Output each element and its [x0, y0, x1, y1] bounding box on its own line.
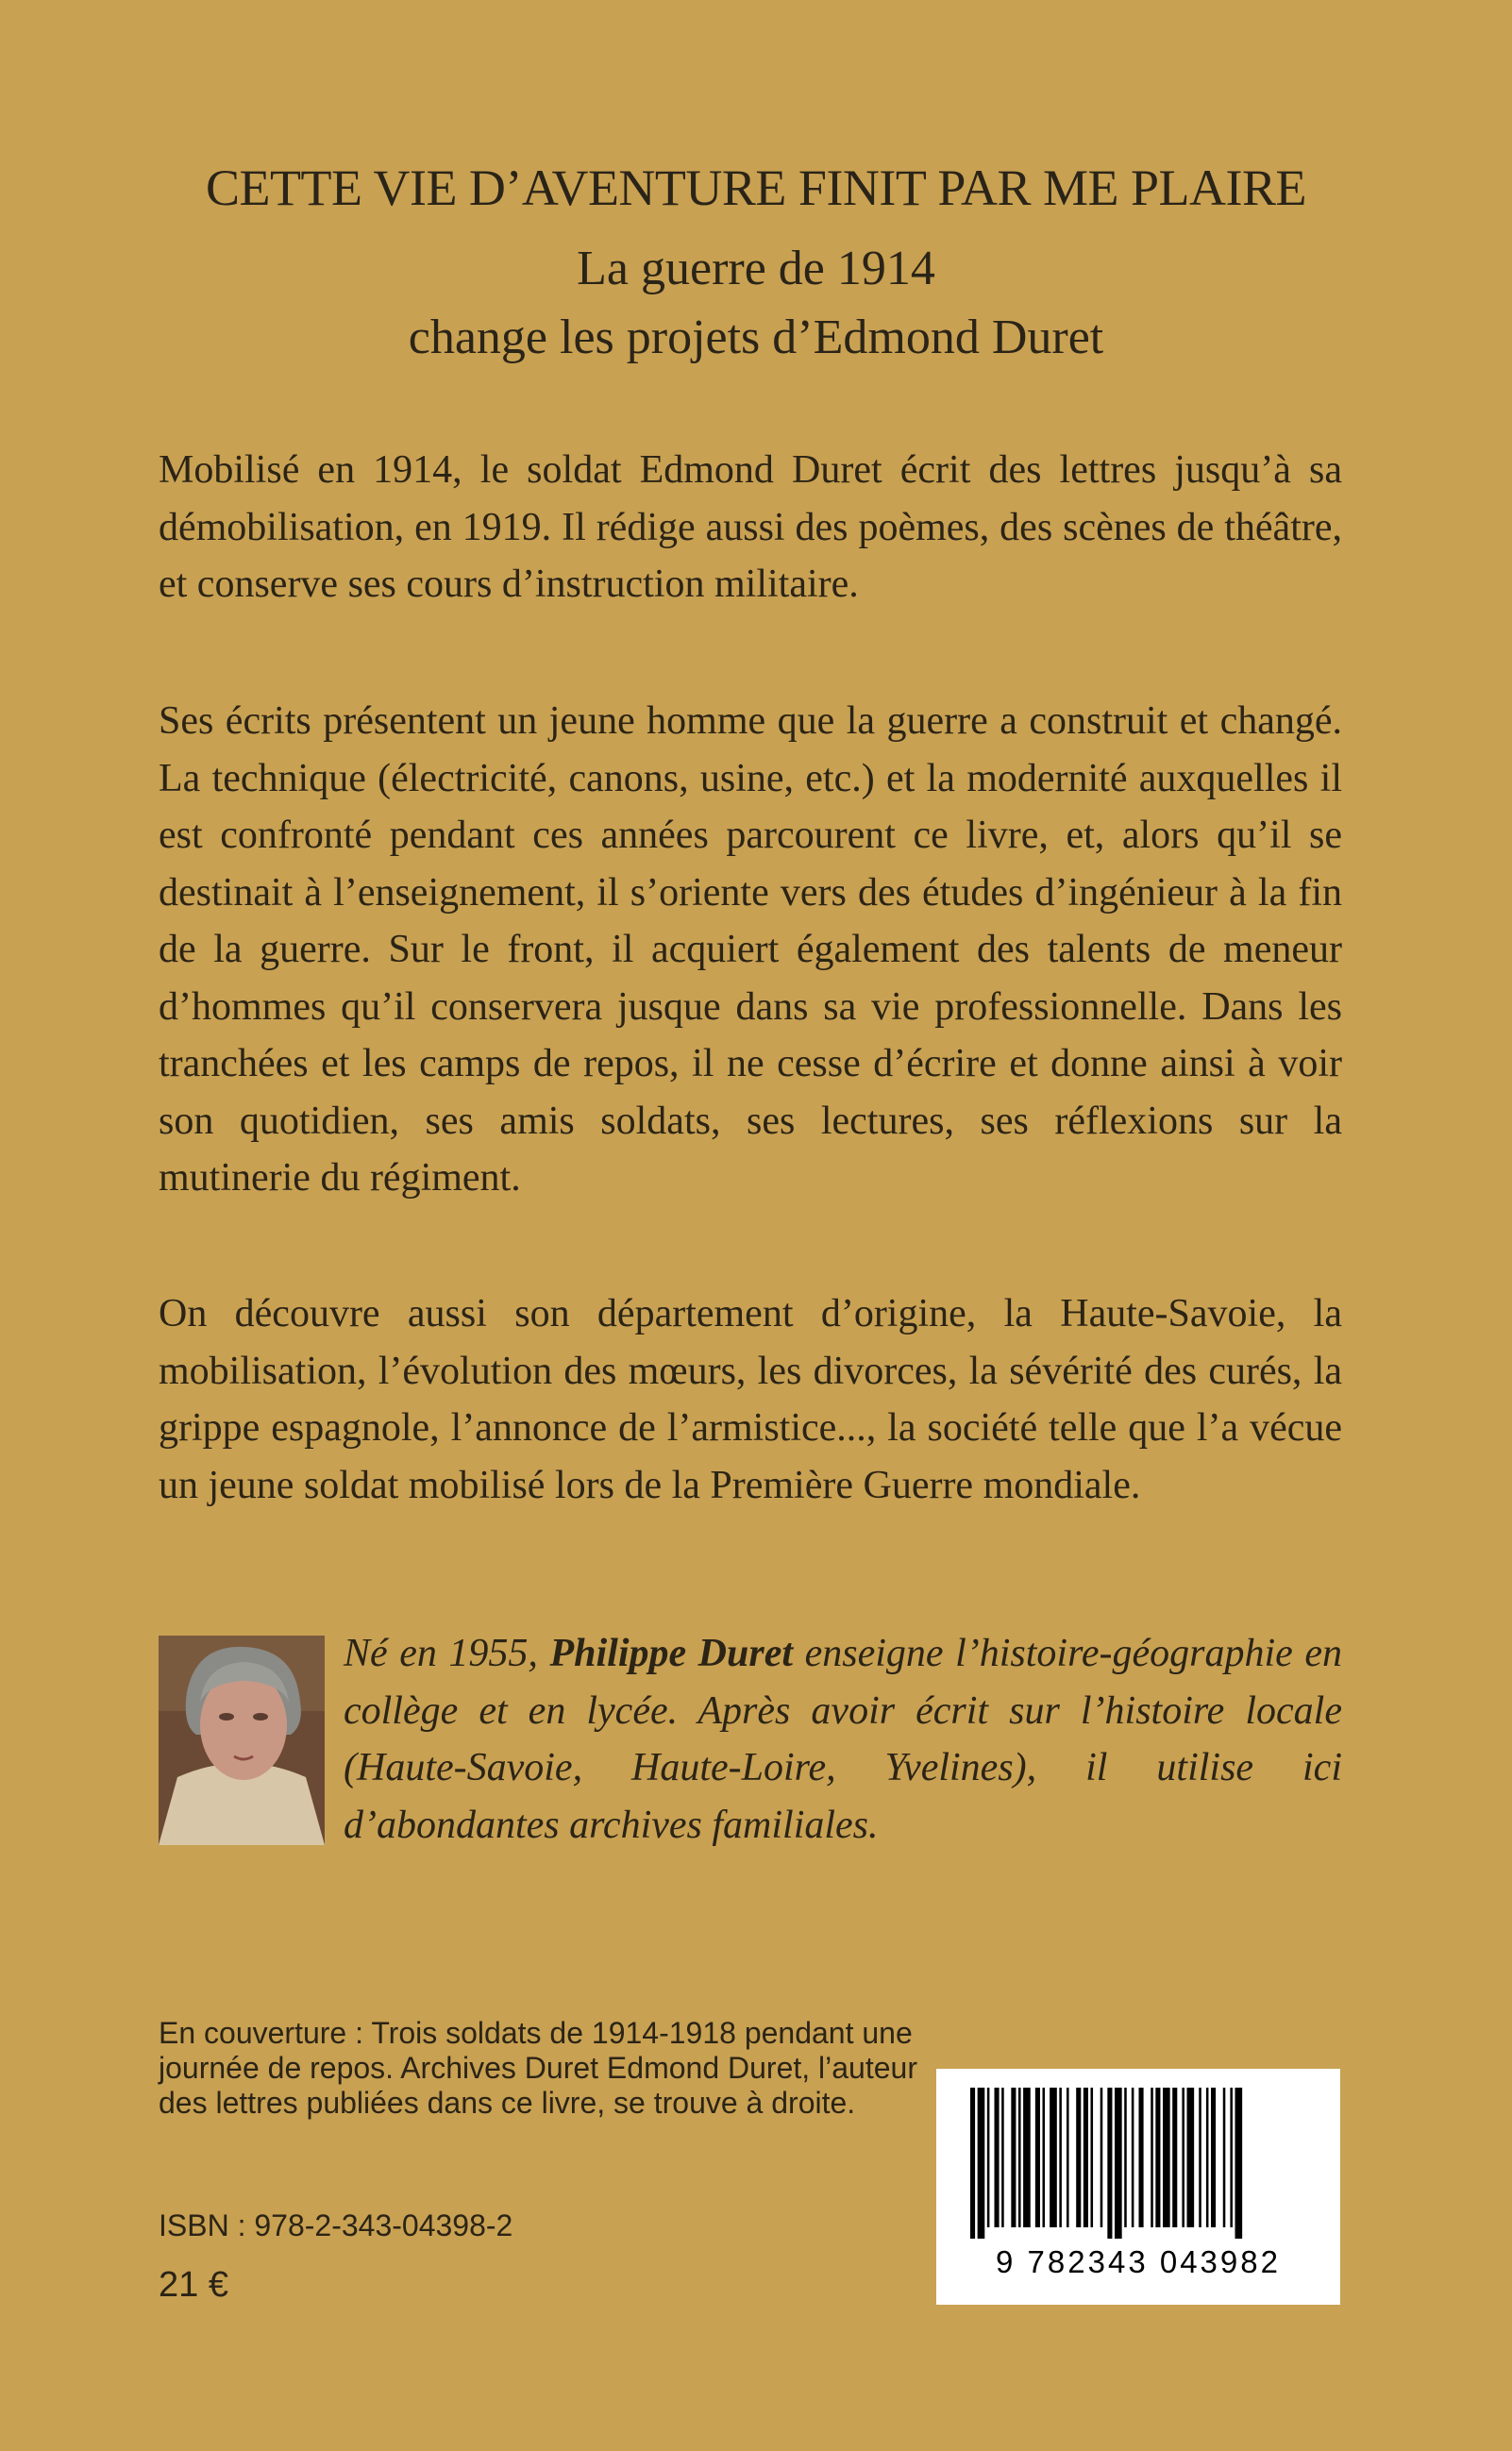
bio-prefix: Né en 1955, [344, 1632, 550, 1675]
barcode-bar [1023, 2088, 1031, 2227]
barcode-bar [1084, 2088, 1088, 2227]
subtitle-line-2: change les projets d’Edmond Duret [408, 311, 1104, 364]
barcode-bar [978, 2088, 985, 2239]
barcode-bar [1107, 2088, 1112, 2239]
barcode-bar [1206, 2088, 1209, 2227]
barcode-bar [1001, 2088, 1004, 2227]
barcode-bar [1172, 2088, 1177, 2227]
barcode-number: 9 782343 043982 [996, 2244, 1281, 2279]
barcode-bar [1067, 2088, 1069, 2227]
barcode-bar [987, 2088, 990, 2227]
barcode-bar [1059, 2088, 1062, 2227]
barcode [936, 2069, 1340, 2305]
barcode-bar [1223, 2088, 1226, 2227]
author-photo [159, 1636, 325, 1845]
barcode-bar [1187, 2088, 1195, 2227]
barcode-bars [966, 2088, 1310, 2239]
barcode-bar [1132, 2088, 1134, 2227]
price: 21 € [159, 2265, 228, 2305]
barcode-bar [1182, 2088, 1184, 2227]
barcode-bar [1035, 2088, 1040, 2227]
barcode-bar [1235, 2088, 1243, 2239]
barcode-bar [1151, 2088, 1153, 2227]
isbn: ISBN : 978-2-343-04398-2 [159, 2208, 513, 2242]
blurb-paragraph-2: Ses écrits présentent un jeune homme que la guerre a construit et changé. La technique (électricité, canons, usine, etc.) et la modernité auxquelles il est confronté pendant ces années parcourent ce livre, et, alors qu’il se destinait à l’enseignement, il s’oriente vers des études d’ingénieur à la fin de la guerre. Sur le front, il acquiert également des talents de meneur d’hommes qu’il conservera jusque dans sa vie professionnelle. Dans les tranchées et les camps de repos, il ne cesse d’écrire et donne ainsi à voir son quotidien, ses amis soldats, ses lectures, ses réflexions sur la mutinerie du régiment. [159, 699, 1342, 1200]
barcode-bar [1091, 2088, 1094, 2227]
blurb-paragraph-1: Mobilisé en 1914, le soldat Edmond Duret écrit des lettres jusqu’à sa démobilisation, en 1919. Il rédige aussi des poèmes, des scènes de théâtre, et conserve ses cours d’instruction militaire. [159, 448, 1342, 606]
barcode-bar [1050, 2088, 1057, 2227]
barcode-bar [1199, 2088, 1201, 2227]
barcode-bar [1011, 2088, 1016, 2227]
barcode-bar [1100, 2088, 1103, 2227]
author-bio [344, 1625, 1342, 1854]
barcode-bar [1211, 2088, 1216, 2227]
subtitle-line-1: La guerre de 1914 [577, 242, 935, 295]
barcode-bar [1155, 2088, 1160, 2227]
barcode-bar [1018, 2088, 1021, 2227]
barcode-bar [1124, 2088, 1127, 2227]
cover-credit: En couverture : Trois soldats de 1914-1918 pendant une journée de repos. Archives Duret Edmond Duret, l’auteur des lettres publiées dans ce livre, se trouve à droite. [159, 2016, 917, 2120]
author-name: Philippe Duret [549, 1632, 794, 1675]
barcode-bar [1043, 2088, 1046, 2227]
barcode-bar [995, 2088, 1000, 2227]
barcode-bar [1139, 2088, 1144, 2227]
bio-text: enseigne l’histoire-géographie en collège et en lycée. Après avoir écrit sur l’histoire locale (Haute-Savoie, Haute-Loire, Yvelines), il utilise ici d’abondantes archives familiales. [344, 1632, 1342, 1847]
book-title: CETTE VIE D’AVENTURE FINIT PAR ME PLAIRE [205, 159, 1307, 216]
barcode-bar [970, 2088, 975, 2239]
barcode-bar [1076, 2088, 1081, 2227]
blurb-paragraph-3: On découvre aussi son département d’origine, la Haute-Savoie, la mobilisation, l’évolution des mœurs, les divorces, la sévérité des curés, la grippe espagnole, l’annonce de l’armistice..., la société telle que l’a vécue un jeune soldat mobilisé lors de la Première Guerre mondiale. [159, 1292, 1342, 1507]
barcode-bar [1230, 2088, 1233, 2227]
barcode-bar [1163, 2088, 1170, 2227]
barcode-bar [1115, 2088, 1122, 2239]
